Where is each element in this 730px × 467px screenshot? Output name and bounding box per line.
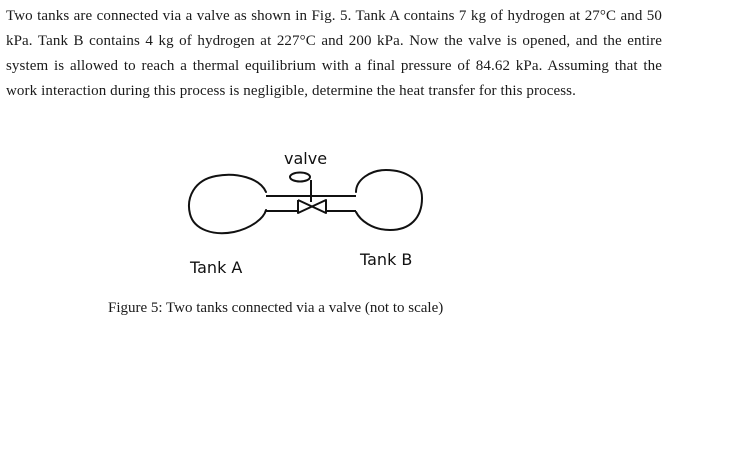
problem-statement: Two tanks are connected via a valve as shown in Fig. 5. Tank A contains 7 kg of hydrogen at 27°C and 50 kPa. Tank B contains 4 kg of hydrogen at 227°C and 200 kPa. Now the valve is opened, and the entire system is allowed to reach a thermal equilibrium with a final pressure of 84.62 kPa. Assuming that the work interaction during this process is negligible, determine the heat transfer for this process.	[6, 8, 662, 99]
figure-tanks-diagram	[180, 140, 470, 290]
valve-icon	[290, 173, 326, 214]
figure-caption: Figure 5: Two tanks connected via a valve (not to scale)	[108, 300, 444, 316]
tank-b-label: Tank B	[360, 250, 413, 269]
tanks-sketch	[180, 140, 470, 290]
tank-b-shape	[356, 170, 422, 230]
tank-a-shape	[189, 175, 266, 233]
tank-a-label: Tank A	[190, 258, 243, 277]
valve-label: valve	[284, 149, 328, 168]
